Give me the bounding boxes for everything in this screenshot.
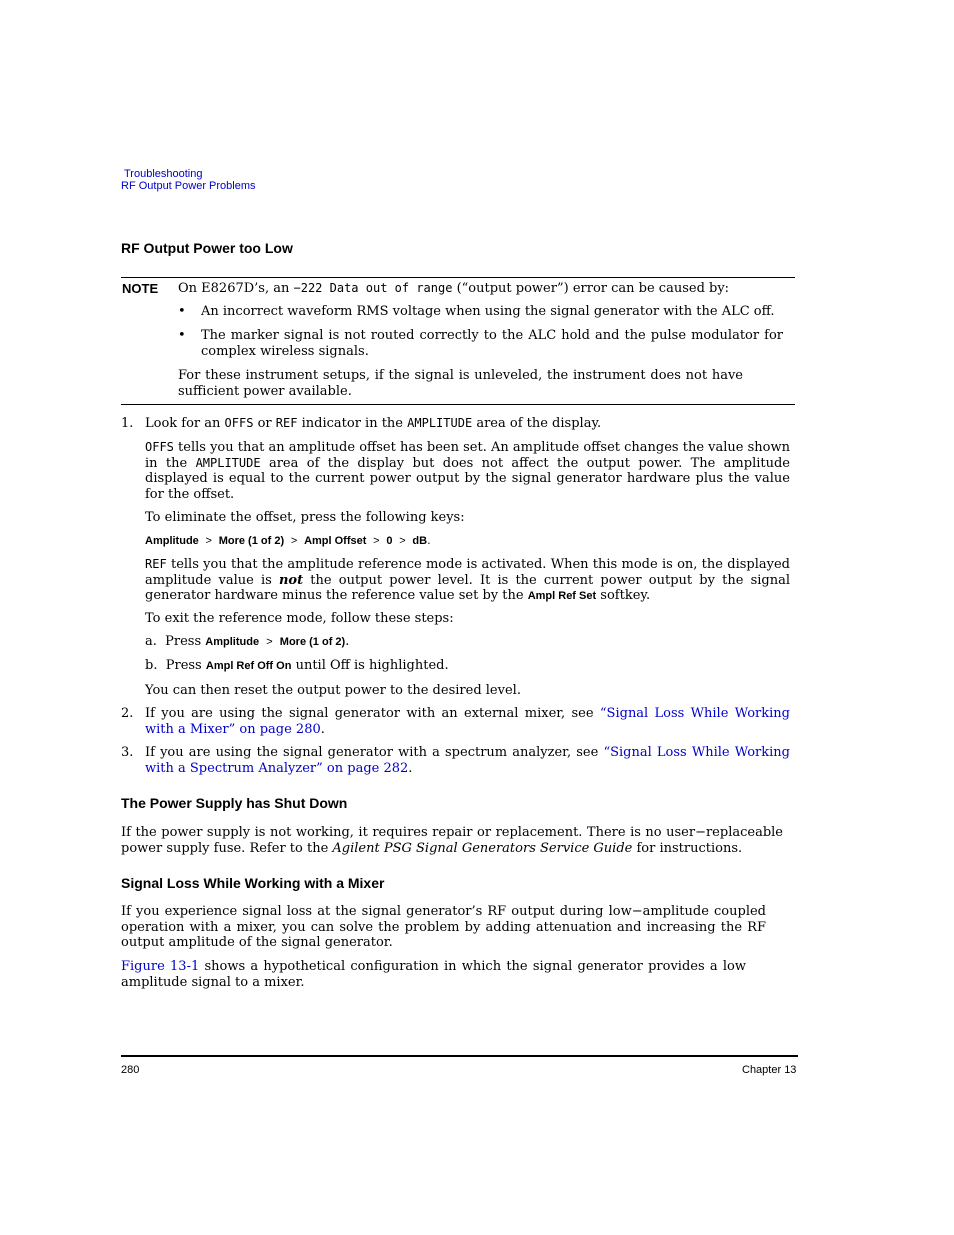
- substep-a: a. Press Amplitude > More (1 of 2).: [145, 634, 350, 649]
- step-1-number: 1.: [121, 416, 134, 431]
- exit-reference-text: To exit the reference mode, follow these steps:: [145, 611, 454, 626]
- key-more-1-of-2[interactable]: More (1 of 2): [279, 636, 346, 648]
- section-title-power-supply-shut-down: The Power Supply has Shut Down: [121, 795, 348, 811]
- step-3-text: If you are using the signal generator with a spectrum analyzer, see “Signal Loss While Working with a Spectrum Analyzer” on page 282.: [145, 745, 790, 776]
- note-bullet-2: The marker signal is not routed correctly to the ALC hold and the pulse modulator for complex wireless signals.: [201, 328, 783, 359]
- section-title-signal-loss-mixer: Signal Loss While Working with a Mixer: [121, 875, 385, 891]
- link-signal-loss-spectrum-analyzer[interactable]: “Signal Loss While Working with a Spectrum Analyzer” on page 282: [145, 745, 790, 776]
- breadcrumb-troubleshooting[interactable]: Troubleshooting: [124, 168, 203, 180]
- signal-loss-para-2: Figure 13-1 shows a hypothetical configuration in which the signal generator provides a low amplitude signal to a mixer.: [121, 959, 746, 990]
- power-supply-text: If the power supply is not working, it requires repair or replacement. There is no user−replaceable power supply fuse. Refer to the Agilent PSG Signal Generators Service Guide for instructions.: [121, 825, 783, 856]
- note-bottom-rule: [121, 404, 795, 405]
- key-db[interactable]: dB: [412, 535, 428, 547]
- offset-key-sequence: Amplitude > More (1 of 2) > Ampl Offset > 0 > dB.: [145, 534, 431, 547]
- key-0[interactable]: 0: [386, 535, 393, 547]
- section-title-rf-output-power-too-low: RF Output Power too Low: [121, 240, 293, 256]
- step-1-text: Look for an OFFS or REF indicator in the AMPLITUDE area of the display.: [145, 416, 602, 431]
- offs-explanation: OFFS tells you that an amplitude offset has been set. An amplitude offset changes the value shown in the AMPLITUDE area of the display but does not affect the output power. The amplitude displayed is equal to the current power output by the signal generator hardware plus the value for the offset.: [145, 440, 791, 502]
- key-ampl-ref-set[interactable]: Ampl Ref Set: [527, 590, 597, 602]
- page-number: 280: [121, 1064, 140, 1076]
- key-ampl-offset[interactable]: Ampl Offset: [304, 535, 367, 547]
- substep-b: b. Press Ampl Ref Off On until Off is highlighted.: [145, 658, 449, 673]
- note-intro: On E8267D’s, an −222 Data out of range (“output power”) error can be caused by:: [178, 281, 730, 296]
- eliminate-offset-text: To eliminate the offset, press the following keys:: [145, 510, 465, 525]
- step-2-number: 2.: [121, 706, 134, 721]
- note-closing: For these instrument setups, if the signal is unleveled, the instrument does not have sufficient power available.: [178, 368, 743, 399]
- step-2-text: If you are using the signal generator with an external mixer, see “Signal Loss While Working with a Mixer” on page 280.: [145, 706, 790, 737]
- note-label: NOTE: [122, 281, 159, 296]
- link-signal-loss-mixer[interactable]: “Signal Loss While Working with a Mixer” on page 280: [145, 706, 790, 737]
- step-3-number: 3.: [121, 745, 134, 760]
- ref-explanation: REF tells you that the amplitude reference mode is activated. When this mode is on, the displayed amplitude value is not the output power level. It is the current power output by the signal generator hardware minus the reference value set by the Ampl Ref Set softkey.: [145, 557, 790, 603]
- note-bullet-1: An incorrect waveform RMS voltage when using the signal generator with the ALC off.: [201, 304, 775, 319]
- bullet-marker: •: [178, 304, 186, 319]
- key-ampl-ref-off-on[interactable]: Ampl Ref Off On: [205, 660, 292, 672]
- chapter-label: Chapter 13: [742, 1064, 797, 1076]
- key-amplitude[interactable]: Amplitude: [205, 636, 260, 648]
- link-figure-13-1[interactable]: Figure 13-1: [121, 959, 200, 974]
- key-more-1-of-2[interactable]: More (1 of 2): [218, 535, 285, 547]
- reset-output-text: You can then reset the output power to the desired level.: [145, 683, 521, 698]
- bullet-marker: •: [178, 328, 186, 343]
- footer-rule: [121, 1055, 798, 1057]
- key-amplitude[interactable]: Amplitude: [145, 535, 199, 547]
- signal-loss-para-1: If you experience signal loss at the signal generator’s RF output during low−amplitude coupled operation with a mixer, you can solve the problem by adding attenuation and increasing the RF output amplitude of the signal generator.: [121, 904, 766, 950]
- note-top-rule: [121, 277, 795, 278]
- breadcrumb-rf-output-power[interactable]: RF Output Power Problems: [121, 180, 256, 192]
